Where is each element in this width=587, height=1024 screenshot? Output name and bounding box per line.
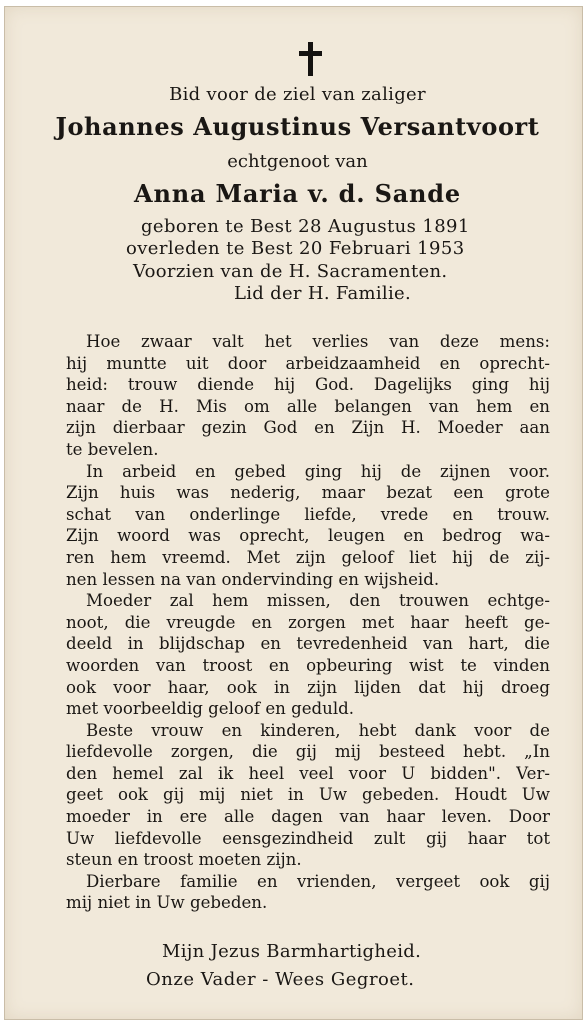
birth-line: geboren te Best 28 Augustus 1891 bbox=[141, 216, 470, 237]
cross-icon bbox=[296, 42, 326, 76]
text-line: In arbeid en gebed ging hij de zijnen voor. bbox=[86, 461, 550, 481]
spouse-label: echtgenoot van bbox=[227, 151, 368, 172]
text-line: mij niet in Uw gebeden. bbox=[66, 893, 268, 913]
text-line: liefdevolle zorgen, die gij mij besteed hebt. „In bbox=[66, 742, 550, 762]
text-line: Uw liefdevolle eensgezindheid zult gij haar tot bbox=[66, 828, 550, 848]
text-line: heid: trouw diende hij God. Dagelijks ging hij bbox=[66, 375, 550, 395]
death-line: overleden te Best 20 Februari 1953 bbox=[126, 238, 465, 259]
closing-prayer-1: Mijn Jezus Barmhartigheid. bbox=[162, 941, 422, 962]
memorial-text bbox=[66, 331, 550, 914]
intro-text: Bid voor de ziel van zaliger bbox=[169, 84, 426, 105]
text-line: deeld in blijdschap en tevredenheid van hart, die bbox=[66, 634, 550, 654]
text-line: steun en troost moeten zijn. bbox=[66, 850, 302, 870]
text-line: te bevelen. bbox=[66, 439, 159, 459]
membership-line: Lid der H. Familie. bbox=[234, 283, 412, 304]
sacraments-line: Voorzien van de H. Sacramenten. bbox=[133, 261, 448, 282]
text-line: schat van onderlinge liefde, vrede en trouw. bbox=[66, 504, 550, 524]
text-line: naar de H. Mis om alle belangen van hem en bbox=[66, 396, 550, 416]
text-line: geet ook gij mij niet in Uw gebeden. Houdt Uw bbox=[66, 785, 550, 805]
text-line: moeder in ere alle dagen van haar leven. Door bbox=[66, 807, 550, 827]
text-line: hij muntte uit door arbeidzaamheid en oprecht- bbox=[66, 353, 550, 373]
text-line: met voorbeeldig geloof en geduld. bbox=[66, 699, 355, 719]
text-line: woorden van troost en opbeuring wist te vinden bbox=[66, 655, 550, 675]
text-line: Beste vrouw en kinderen, hebt dank voor de bbox=[86, 720, 550, 740]
text-line: zijn dierbaar gezin God en Zijn H. Moeder aan bbox=[66, 418, 550, 438]
text-line: Dierbare familie en vrienden, vergeet ook gij bbox=[86, 871, 550, 891]
deceased-name: Johannes Augustinus Versantvoort bbox=[55, 112, 540, 141]
closing-prayer-2: Onze Vader - Wees Gegroet. bbox=[146, 969, 415, 990]
text-line: nen lessen na van ondervinding en wijsheid. bbox=[66, 569, 440, 589]
text-line: noot, die vreugde en zorgen met haar heeft ge- bbox=[66, 612, 550, 632]
text-line: ren hem vreemd. Met zijn geloof liet hij de zij- bbox=[66, 547, 550, 567]
text-line: Zijn huis was nederig, maar bezat een grote bbox=[66, 483, 550, 503]
text-line: ook voor haar, ook in zijn lijden dat hij droeg bbox=[66, 677, 550, 697]
text-line: Zijn woord was oprecht, leugen en bedrog wa- bbox=[66, 526, 550, 546]
text-line: Hoe zwaar valt het verlies van deze mens: bbox=[86, 332, 550, 351]
text-line: den hemel zal ik heel veel voor U bidden". Ver- bbox=[66, 763, 550, 783]
spouse-name: Anna Maria v. d. Sande bbox=[134, 179, 461, 208]
text-line: Moeder zal hem missen, den trouwen echtge- bbox=[86, 591, 550, 611]
